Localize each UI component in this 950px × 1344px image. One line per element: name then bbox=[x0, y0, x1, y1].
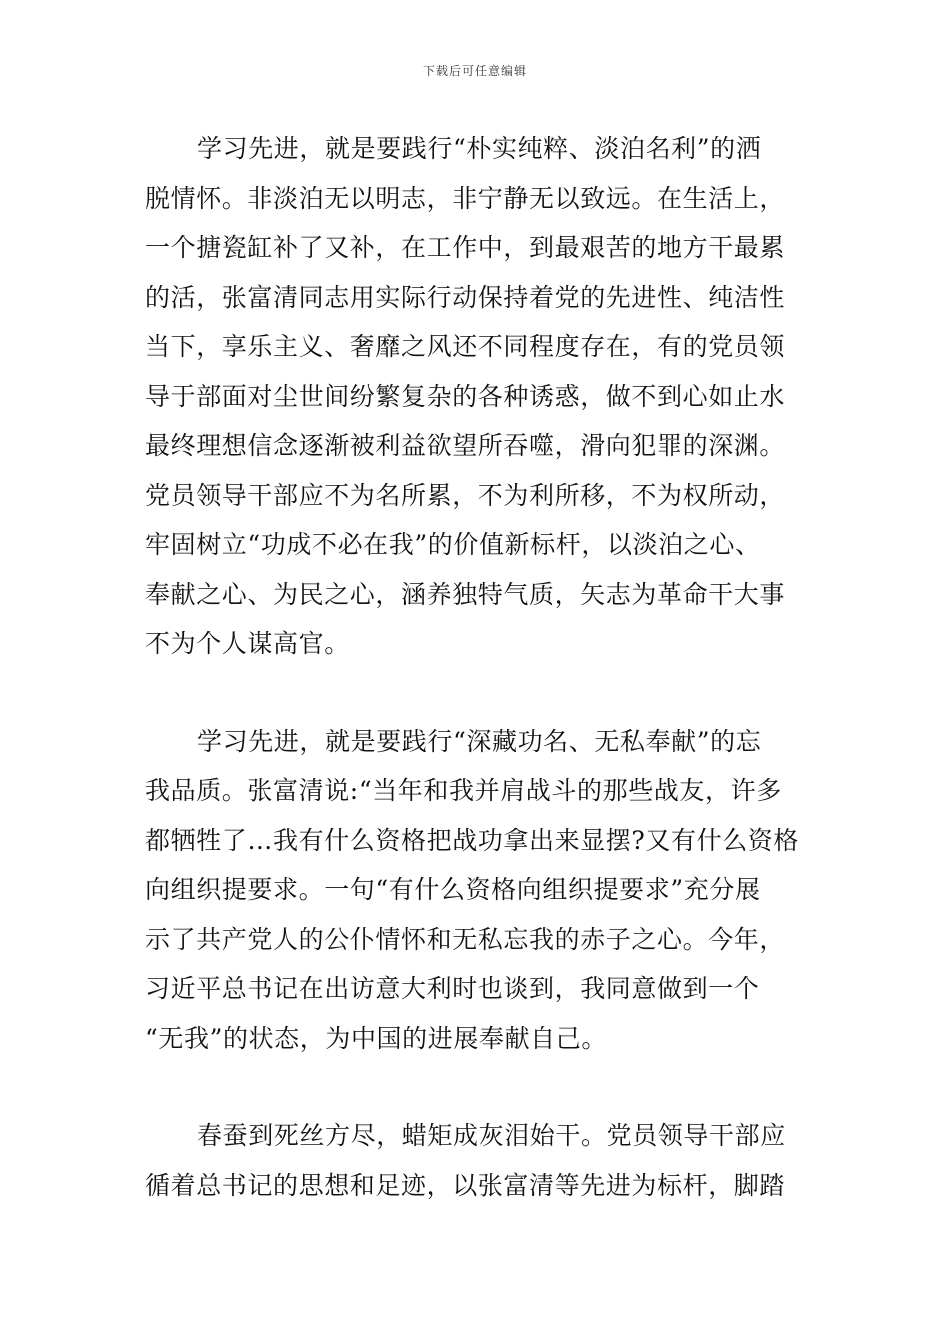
text-line: 导于部面对尘世间纷繁复杂的各种诱惑，做不到心如止水 bbox=[145, 381, 786, 411]
text-line: 向组织提要求。一句“有什么资格向组织提要求”充分展 bbox=[145, 875, 761, 904]
text-line: 示了共产党人的公仆情怀和无私忘我的赤子之心。今年， bbox=[145, 924, 786, 954]
text-line: 奉献之心、为民之心，涵养独特气质，矢志为革命干大事 bbox=[145, 579, 786, 609]
paragraph-2 bbox=[145, 717, 810, 1064]
text-line: “无我”的状态，为中国的进展奉献自己。 bbox=[145, 1023, 607, 1053]
paragraph-3 bbox=[145, 1111, 810, 1210]
text-line: 学习先进，就是要践行“朴实纯粹、淡泊名利”的洒 bbox=[197, 134, 762, 163]
text-line: 学习先进，就是要践行“深藏功名、无私奉献”的忘 bbox=[197, 726, 762, 756]
text-line: 一个搪瓷缸补了又补，在工作中，到最艰苦的地方干最累 bbox=[145, 233, 786, 262]
text-line: 循着总书记的思想和足迹，以张富清等先进为标杆，脚踏 bbox=[145, 1170, 786, 1200]
text-line: 当下，享乐主义、奢靡之风还不同程度存在，有的党员领 bbox=[145, 332, 786, 361]
text-line: 牢固树立“功成不必在我”的价值新标杆，以淡泊之心、 bbox=[145, 530, 761, 559]
text-line: 的活，张富清同志用实际行动保持着党的先进性、纯洁性 bbox=[145, 282, 786, 312]
text-line: 脱情怀。非淡泊无以明志，非宁静无以致远。在生活上， bbox=[145, 183, 786, 213]
text-line: 党员领导干部应不为名所累，不为利所移，不为权所动， bbox=[145, 480, 786, 510]
page-header: 下载后可任意编辑 bbox=[422, 64, 527, 78]
document-body bbox=[145, 124, 810, 1258]
text-line: 我品质。张富清说:“当年和我并肩战斗的那些战友，许多 bbox=[145, 776, 782, 805]
text-line: 都牺牲了…我有什么资格把战功拿出来显摆?又有什么资格 bbox=[145, 825, 800, 855]
text-line: 春蚕到死丝方尽，蜡矩成灰泪始干。党员领导干部应 bbox=[197, 1121, 786, 1150]
text-line: 最终理想信念逐渐被利益欲望所吞噬，滑向犯罪的深渊。 bbox=[145, 431, 786, 460]
paragraph-1 bbox=[145, 124, 810, 669]
text-line: 不为个人谋高官。 bbox=[145, 629, 350, 658]
text-line: 习近平总书记在出访意大利时也谈到，我同意做到一个 bbox=[145, 974, 760, 1003]
